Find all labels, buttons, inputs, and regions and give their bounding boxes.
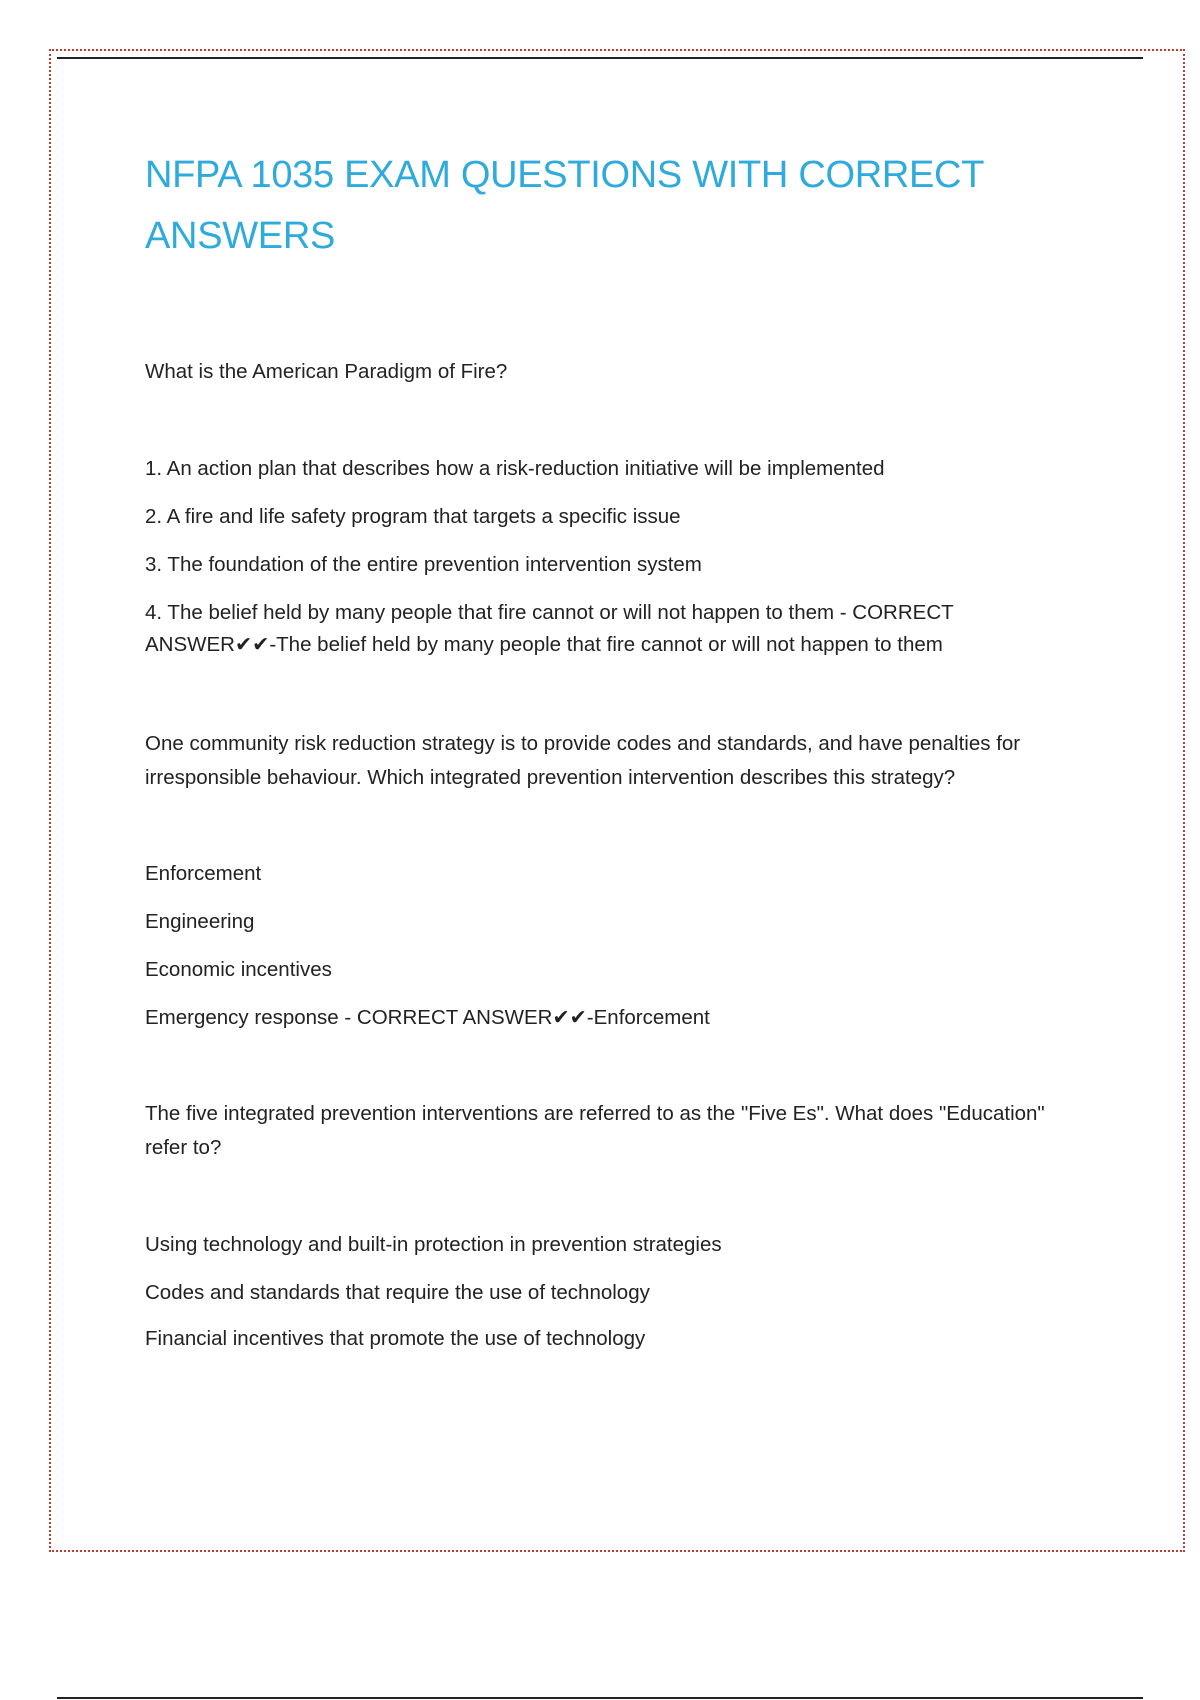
answer-option: 3. The foundation of the entire prevention intervention system [145, 553, 702, 576]
bottom-rule [57, 1697, 1143, 1699]
question-prompt: What is the American Paradigm of Fire? [145, 360, 508, 383]
answer-option: Enforcement [145, 862, 262, 885]
document-body [145, 145, 1085, 1355]
question-prompt: One community risk reduction strategy is to provide codes and standards, and have penalties for irresponsible behaviour. Which integrated prevention intervention describes this strategy? [145, 732, 1021, 789]
answer-option: 1. An action plan that describes how a risk-reduction initiative will be implemented [145, 457, 885, 480]
answer-option-correct: Emergency response - CORRECT ANSWER✔✔-Enforcement [145, 1006, 710, 1029]
answer-option: Financial incentives that promote the use of technology [145, 1327, 646, 1350]
top-rule [57, 57, 1143, 59]
answer-option: Engineering [145, 910, 255, 933]
document-title: NFPA 1035 EXAM QUESTIONS WITH CORRECT ANSWERS [145, 154, 984, 257]
question-prompt: The five integrated prevention interventions are referred to as the "Five Es". What does "Education" refer to? [145, 1102, 1045, 1159]
question-block [145, 355, 1085, 661]
answer-option: Economic incentives [145, 958, 332, 981]
answer-option: 2. A fire and life safety program that targets a specific issue [145, 505, 681, 528]
answer-option: Codes and standards that require the use of technology [145, 1281, 650, 1304]
answer-option-correct: 4. The belief held by many people that fire cannot or will not happen to them - CORRECT ANSWER✔✔-The belief held by many people that fire cannot or will not happen to them [145, 601, 954, 656]
answer-option: Using technology and built-in protection in prevention strategies [145, 1233, 722, 1256]
question-block [145, 1097, 1085, 1355]
question-block [145, 727, 1085, 1034]
